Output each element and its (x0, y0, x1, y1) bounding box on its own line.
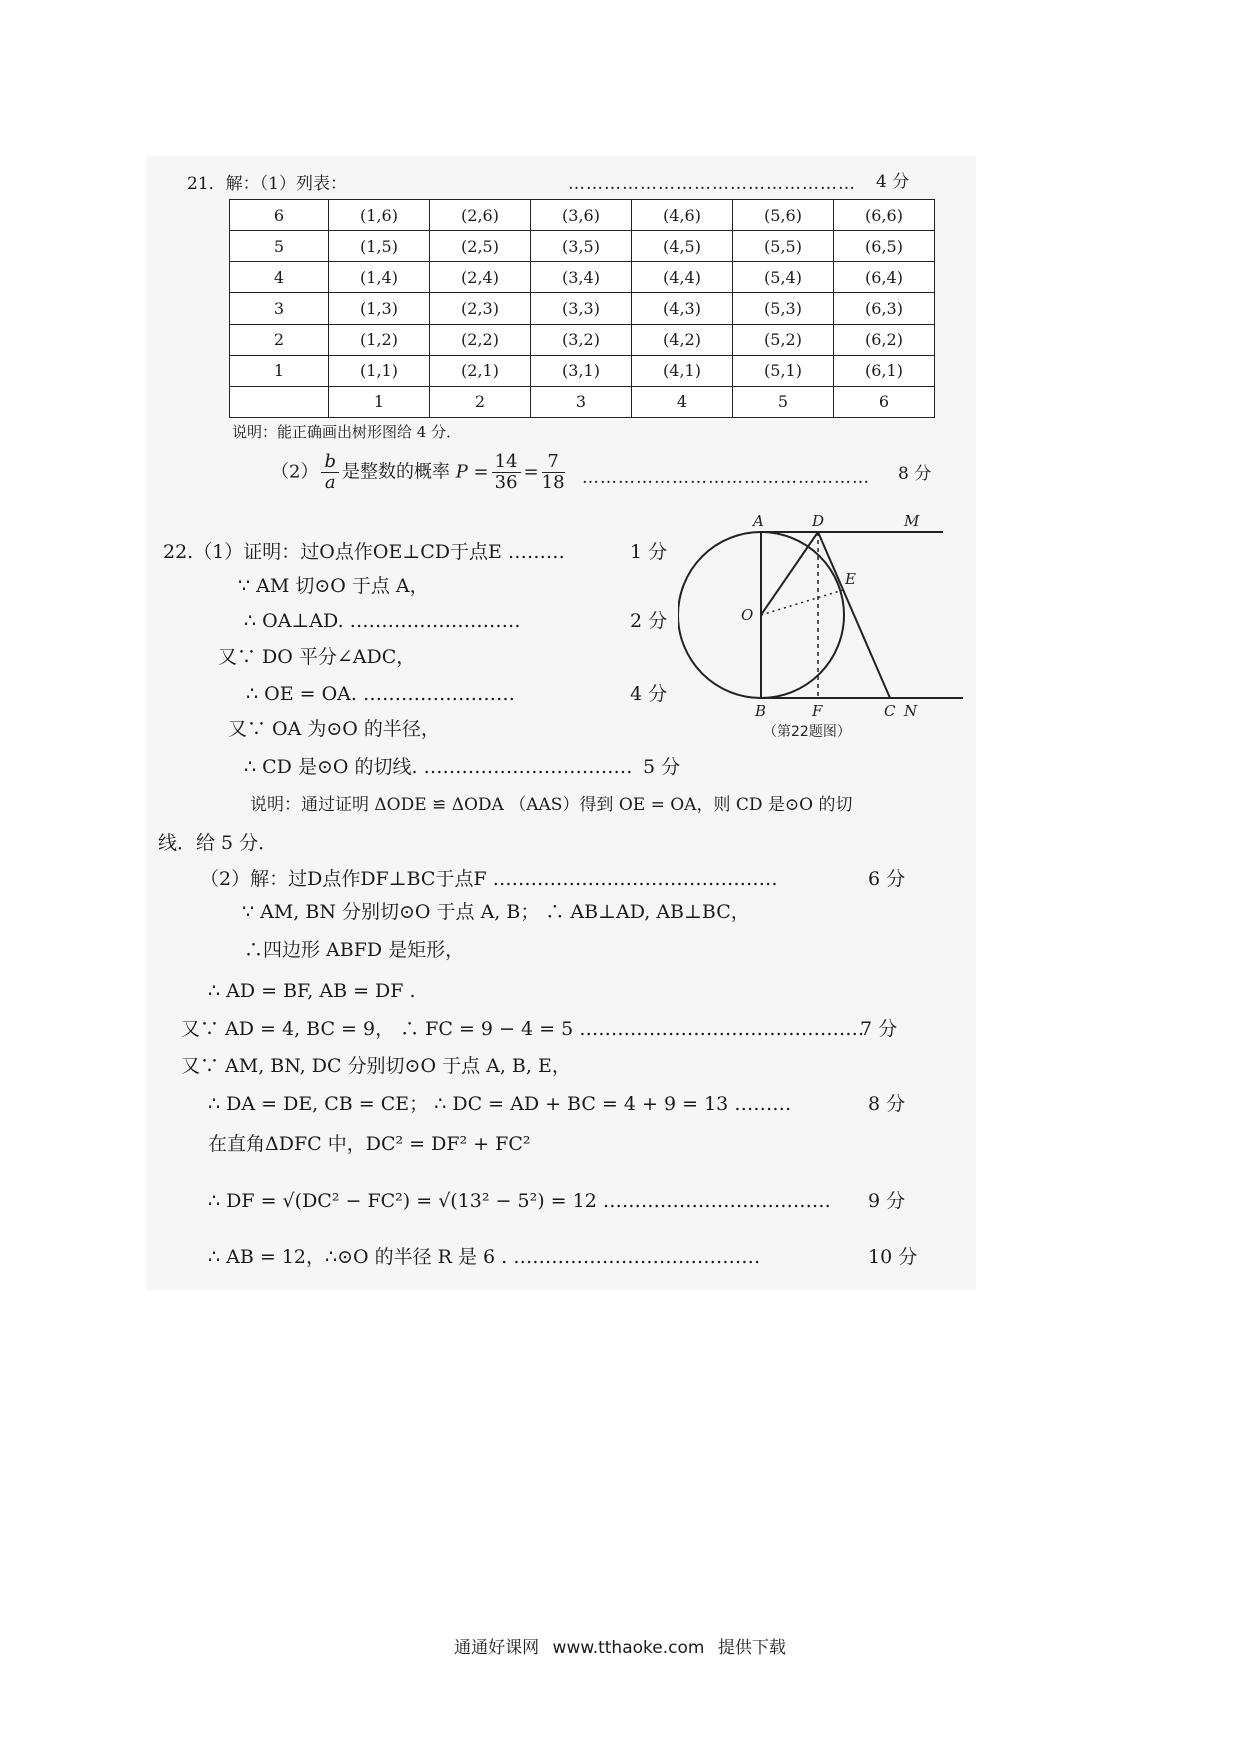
solution-line: 22.（1）证明：过O点作OE⊥CD于点E ……… (163, 541, 565, 563)
label-m: M (904, 512, 920, 530)
table-cell: (1,2) (329, 324, 430, 355)
segment-oe (761, 590, 843, 615)
table-cell: (3,5) (531, 231, 632, 262)
table-cell: (5,1) (733, 355, 834, 386)
table-row (230, 231, 935, 262)
label-f: F (812, 702, 823, 720)
score-mark: 6 分 (868, 868, 906, 890)
frac-numerator: 14 (492, 452, 521, 473)
solution-line: ∴ AB = 12，∴⊙O 的半径 R 是 6 . ………………………………… (208, 1246, 761, 1268)
table-cell: (1,6) (329, 200, 430, 231)
outcome-table (229, 199, 935, 418)
q21-note: 说明：能正确画出树形图给 4 分． (232, 423, 462, 441)
q21-part2-leader: ………………………………………… (582, 468, 870, 488)
table-cell: (6,5) (834, 231, 935, 262)
solution-line: 又∵ OA 为⊙O 的半径， (228, 718, 440, 740)
table-cell: 5 (733, 386, 834, 417)
label-a: A (753, 512, 764, 530)
solution-line: ∵ AM, BN 分别切⊙O 于点 A, B； ∴ AB⊥AD, AB⊥BC， (242, 901, 750, 923)
table-row (230, 355, 935, 386)
frac-numerator: 7 (542, 452, 565, 473)
table-cell: (6,1) (834, 355, 935, 386)
solution-line: 说明：通过证明 ΔODE ≌ ΔODA （AAS）得到 OE = OA，则 CD 是⊙O 的切 (250, 795, 853, 815)
solution-line: 又∵ AD = 4, BC = 9， ∴ FC = 9 − 4 = 5 ……………………………………… (181, 1018, 865, 1040)
solution-line: ∴ CD 是⊙O 的切线. …………………………… (244, 756, 633, 778)
q21-heading-score: 4 分 (876, 172, 910, 192)
q21-part2-score: 8 分 (898, 464, 932, 484)
geometry-figure (678, 510, 978, 750)
solution-line: ∴ DA = DE, CB = CE； ∴ DC = AD + BC = 4 + 9 = 13 ……… (208, 1093, 792, 1115)
solution-line: 又∵ DO 平分∠ADC， (218, 646, 416, 668)
frac-denominator: 18 (541, 471, 565, 493)
row-header-cell: 4 (230, 262, 329, 293)
q21-heading: 21．解：（1）列表： (187, 174, 347, 194)
fraction-14-36 (492, 452, 521, 493)
table-row (230, 262, 935, 293)
table-row (230, 200, 935, 231)
score-mark: 7 分 (860, 1018, 898, 1040)
table-cell: 2 (430, 386, 531, 417)
table-cell: 1 (329, 386, 430, 417)
frac-denominator: a (324, 471, 336, 493)
table-cell: (4,6) (632, 200, 733, 231)
table-cell: (3,4) (531, 262, 632, 293)
solution-line: 又∵ AM, BN, DC 分别切⊙O 于点 A, B, E， (181, 1055, 571, 1077)
table-cell: (5,2) (733, 324, 834, 355)
score-mark: 4 分 (630, 683, 668, 705)
table-cell: (2,1) (430, 355, 531, 386)
label-b: B (755, 702, 767, 720)
score-mark: 5 分 (643, 756, 681, 778)
table-cell: (5,6) (733, 200, 834, 231)
label-d: D (812, 512, 825, 530)
label-c: C (884, 702, 896, 720)
table-cell: (1,1) (329, 355, 430, 386)
table-cell: 6 (834, 386, 935, 417)
table-cell: (3,6) (531, 200, 632, 231)
row-header-cell: 5 (230, 231, 329, 262)
segment-do (761, 532, 818, 615)
table-cell: (3,3) (531, 293, 632, 324)
table-cell: (3,2) (531, 324, 632, 355)
table-cell: (4,1) (632, 355, 733, 386)
table-row (230, 386, 935, 417)
table-cell: (6,3) (834, 293, 935, 324)
page-footer (0, 1633, 1240, 1658)
solution-line: ∴ AD = BF, AB = DF . (208, 980, 416, 1002)
solution-line: （2）解：过D点作DF⊥BC于点F ……………………………………… (200, 868, 778, 890)
score-mark: 2 分 (630, 610, 668, 632)
fraction-7-18 (542, 452, 565, 493)
q21-heading-leader: ………………………………………… (568, 174, 856, 194)
table-cell: (4,5) (632, 231, 733, 262)
q21-part2 (271, 452, 568, 493)
label-n: N (904, 702, 918, 720)
table-cell: (6,4) (834, 262, 935, 293)
table-row (230, 324, 935, 355)
table-cell: (2,4) (430, 262, 531, 293)
row-header-cell: 2 (230, 324, 329, 355)
table-cell: (1,4) (329, 262, 430, 293)
table-cell: (5,5) (733, 231, 834, 262)
table-cell: (2,3) (430, 293, 531, 324)
solution-line: ∴ OE = OA. …………………… (246, 683, 515, 705)
solution-line: ∵ AM 切⊙O 于点 A， (238, 575, 429, 597)
table-cell: 3 (531, 386, 632, 417)
footer-suffix: 提供下载 (717, 1638, 786, 1658)
score-mark: 1 分 (630, 541, 668, 563)
solution-line: ∴ DF = √(DC² − FC²) = √(13² − 5²) = 12 ……………………………… (208, 1190, 831, 1212)
row-header-cell: 6 (230, 200, 329, 231)
frac-denominator: 36 (494, 471, 518, 493)
table-cell: (6,6) (834, 200, 935, 231)
table-cell: (4,4) (632, 262, 733, 293)
row-header-cell: 3 (230, 293, 329, 324)
table-row (230, 293, 935, 324)
solution-line: 线．给 5 分． (158, 832, 278, 854)
table-cell: (5,4) (733, 262, 834, 293)
table-cell: (4,2) (632, 324, 733, 355)
footer-url[interactable]: www.tthaoke.com (552, 1638, 705, 1658)
table-cell: (1,5) (329, 231, 430, 262)
label-e: E (845, 570, 856, 588)
solution-line: ∴ OA⊥AD. ……………………… (244, 610, 521, 632)
table-cell: (3,1) (531, 355, 632, 386)
equals-sign: = (523, 461, 539, 483)
frac-numerator: b (321, 452, 339, 473)
table-cell: (2,2) (430, 324, 531, 355)
row-header-cell (230, 386, 329, 417)
solution-line: 在直角ΔDFC 中，DC² = DF² + FC² (208, 1133, 531, 1155)
table-cell: (1,3) (329, 293, 430, 324)
figure-caption: （第22题图） (763, 724, 851, 740)
table-cell: (5,3) (733, 293, 834, 324)
tangent-dc (818, 532, 890, 698)
footer-site-name: 通通好课网 (454, 1638, 540, 1658)
table-cell: (6,2) (834, 324, 935, 355)
table-cell: (2,5) (430, 231, 531, 262)
solution-line: ∴四边形 ABFD 是矩形， (244, 939, 465, 961)
score-mark: 9 分 (868, 1190, 906, 1212)
table-cell: (2,6) (430, 200, 531, 231)
table-cell: (4,3) (632, 293, 733, 324)
label-o: O (741, 606, 754, 624)
fraction-b-over-a (321, 452, 339, 493)
score-mark: 8 分 (868, 1093, 906, 1115)
probability-symbol: P = (455, 461, 489, 483)
table-cell: 4 (632, 386, 733, 417)
row-header-cell: 1 (230, 355, 329, 386)
score-mark: 10 分 (868, 1246, 918, 1268)
q21-part2-label: （2） (271, 461, 319, 483)
q21-part2-text: 是整数的概率 (341, 461, 450, 483)
